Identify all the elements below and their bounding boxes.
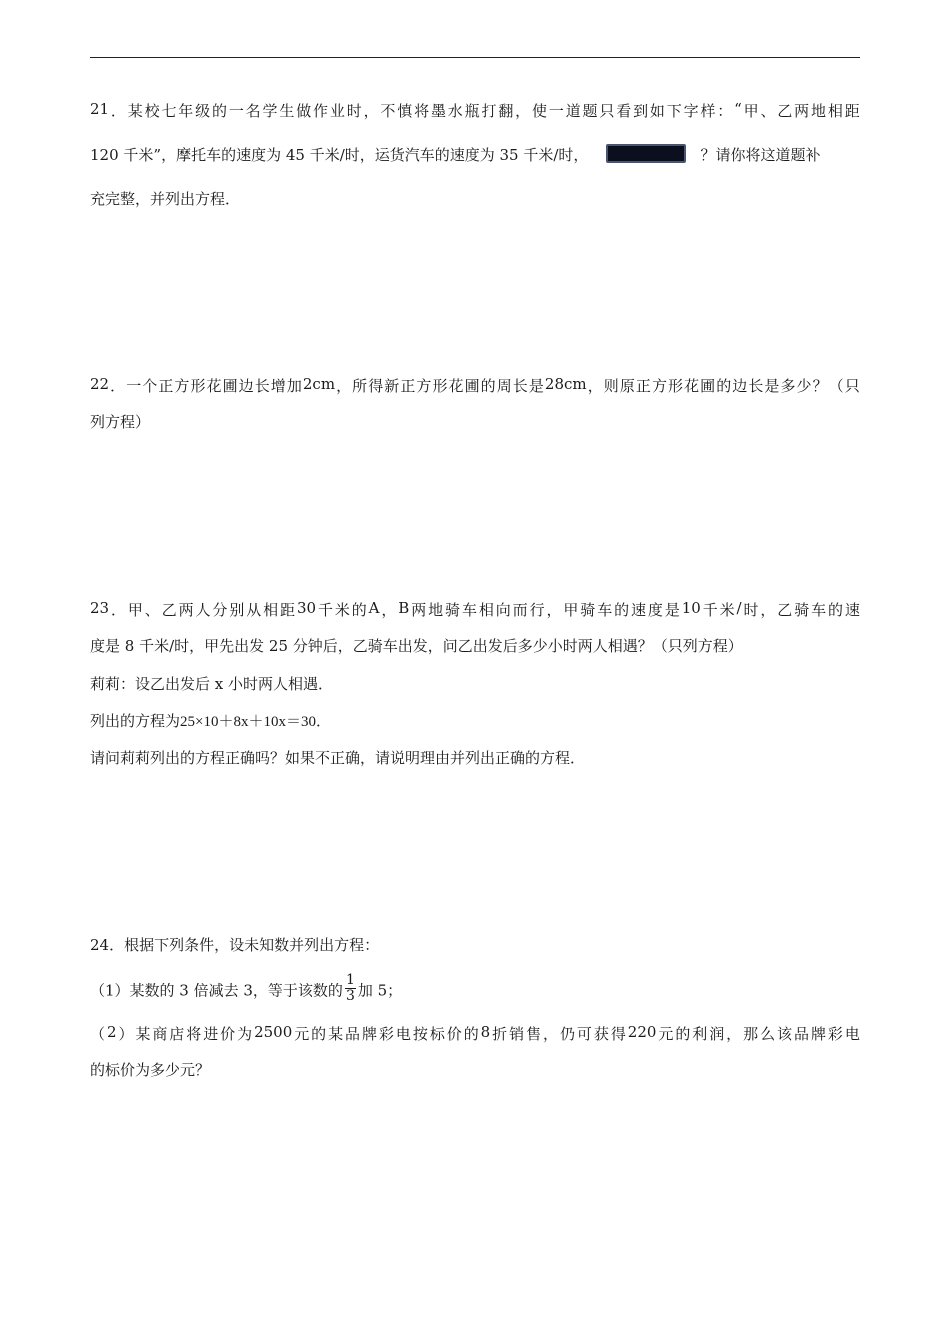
ink-blot: [606, 144, 686, 163]
problem-21-line-1: 21 ． 某 校 七 年 级 的 一 名 学 生 做 作 业 时 ， 不 慎 将 墨 水 瓶 打 翻 ， 使 一 道 题 只 看 到 如 下 字 样 ： “ 甲 、 乙 两 地 相 距: [90, 100, 860, 120]
problem-22-line-1: 22 ． 一 个 正 方 形 花 圃 边 长 增 加 2cm ， 所 得 新 正 方 形 花 圃 的 周 长 是 28cm ， 则 原 正 方 形 花 圃 的 边 长 是 多 少 ？ （ 只: [90, 375, 860, 395]
problem-24-q2-line-1: （ 2 ） 某 商 店 将 进 价 为 2500 元 的 某 品 牌 彩 电 按 标 价 的 8 折 销 售 ， 仍 可 获 得 220 元 的 利 润 ， 那 么 该 品 牌 彩 电: [90, 1023, 860, 1043]
q1-text-end: 加 5；: [357, 981, 403, 1000]
problem-24-line-1: 24．根据下列条件，设未知数并列出方程：: [90, 936, 380, 954]
problem-24-q2-line-2: 的标价为多少元？: [90, 1061, 211, 1079]
problem-23-line-1: 23 ． 甲 、 乙 两 人 分 别 从 相 距 30 千 米 的 A ， B 两 地 骑 车 相 向 而 行 ， 甲 骑 车 的 速 度 是 10 千 米 / 时 ， 乙 骑 车 的 速: [90, 599, 860, 619]
problem-21-text: 120 千米”，摩托车的速度为 45 千米/时，运货汽车的速度为 35 千米/时，: [90, 146, 589, 164]
problem-24-q1: [90, 972, 403, 1007]
problem-21-text-end: ？请你将这道题补: [700, 146, 821, 164]
q1-text: （1）某数的 3 倍减去 3，等于该数的: [90, 981, 343, 1000]
problem-21-line-2: [90, 144, 860, 165]
equation: 25×10＋8x＋10x＝30: [180, 714, 316, 730]
problem-23-line-3: 莉莉：设乙出发后 x 小时两人相遇．: [90, 675, 333, 693]
equation-prefix: 列出的方程为: [90, 712, 181, 730]
equation-suffix: ．: [315, 712, 331, 730]
problem-22-line-2: 列方程）: [90, 413, 151, 431]
problem-23-line-2: 度是 8 千米/时，甲先出发 25 分钟后，乙骑车出发，问乙出发后多少小时两人相遇？（只列方程）: [90, 637, 743, 655]
problem-23-line-5: 请问莉莉列出的方程正确吗？如果不正确，请说明理由并列出正确的方程．: [90, 749, 586, 767]
problem-23-line-4: [90, 710, 331, 731]
header-rule: [90, 57, 860, 58]
fraction-one-third: $\frac{1}{3}$: [345, 972, 355, 1004]
problem-21-line-3: 充完整，并列出方程．: [90, 190, 241, 208]
